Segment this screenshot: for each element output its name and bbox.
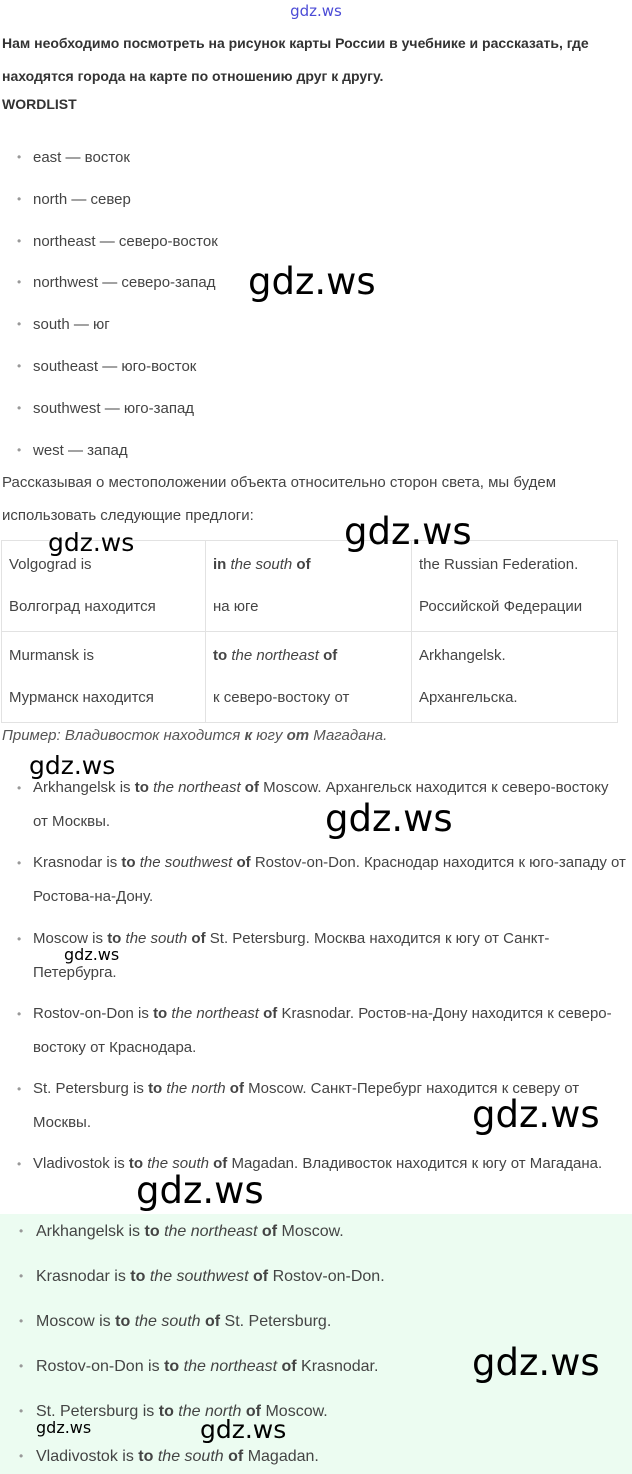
answer-subject: Rostov-on-Don is — [36, 1358, 160, 1375]
sentence-subject: St. Petersburg is — [33, 1080, 144, 1098]
answer-direction: the north — [178, 1403, 242, 1420]
example-middle: югу — [256, 727, 283, 744]
answer-direction: the south — [157, 1448, 224, 1465]
sentence-rest: Magadan. Владивосток находится к югу от Магадана. — [231, 1155, 603, 1173]
sentence-to: to — [134, 779, 149, 796]
watermark: gdz.ws — [248, 260, 376, 303]
object-en: Arkhangelsk. — [419, 647, 506, 664]
answer-rest: Krasnodar. — [301, 1358, 379, 1375]
preposition-of: of — [323, 647, 338, 664]
list-item — [0, 1434, 632, 1474]
example-bold-word: к — [244, 727, 253, 744]
list-item — [0, 179, 620, 221]
sentence-of: of — [213, 1155, 228, 1173]
bullet-icon: • — [19, 1359, 24, 1373]
subject-ru: Волгоград находится — [9, 598, 156, 615]
watermark: gdz.ws — [48, 528, 135, 557]
answer-of: of — [228, 1448, 244, 1465]
object-en: the Russian Federation. — [419, 556, 579, 573]
list-item — [0, 388, 620, 430]
answer-rest: Moscow. — [281, 1223, 344, 1240]
answer-to: to — [130, 1268, 146, 1285]
sentence-rest: St. Petersburg. Москва находится к югу от Санкт-Петербурга. — [33, 929, 550, 981]
preposition-of: of — [296, 556, 311, 573]
answer-to: to — [115, 1313, 131, 1330]
bullet-icon: • — [17, 856, 22, 871]
sentence-of: of — [191, 929, 206, 947]
watermark: gdz.ws — [325, 797, 453, 840]
example-sentence — [2, 727, 387, 744]
site-mark-link[interactable]: gdz.ws — [290, 2, 342, 20]
prepositions-table — [1, 540, 618, 723]
sentence-to: to — [121, 854, 136, 872]
sentence-rest: Rostov-on-Don. Краснодар находится к юго-западу от Ростова-на-Дону. — [33, 854, 626, 906]
word-entry: northeast — северо-восток — [33, 232, 218, 250]
list-item — [0, 1389, 632, 1434]
sentence-direction: the north — [166, 1080, 226, 1098]
sentence-rest: Moscow. Архангельск находится к северо-востоку от Москвы. — [33, 779, 609, 830]
watermark: gdz.ws — [136, 1169, 264, 1212]
watermark: gdz.ws — [36, 1418, 92, 1437]
answer-subject: Moscow is — [36, 1313, 111, 1330]
table-cell-object — [412, 541, 618, 632]
watermark: gdz.ws — [200, 1415, 287, 1444]
sentence-subject: Arkhangelsk is — [33, 779, 131, 796]
answer-of: of — [281, 1358, 297, 1375]
bullet-icon: • — [17, 191, 22, 206]
word-list — [0, 137, 620, 471]
task-intro: Нам необходимо посмотреть на рисунок карты России в учебнике и рассказать, где находятся города на карте по отношению друг к другу. — [2, 35, 589, 84]
bullet-icon: • — [19, 1314, 24, 1328]
list-item — [0, 1209, 632, 1254]
example-prefix: Пример: Владивосток находится — [2, 727, 241, 744]
sentence-direction: the south — [125, 929, 188, 947]
answer-of: of — [245, 1403, 262, 1420]
list-item — [0, 137, 620, 179]
sentence-rest: Moscow. Санкт-Перебург находится к северу от Москвы. — [33, 1080, 580, 1132]
preposition-word: in — [213, 556, 227, 573]
bullet-icon: • — [17, 317, 22, 332]
sentence-subject: Rostov-on-Don is — [33, 1004, 149, 1022]
sentence-subject: Vladivostok is — [33, 1155, 125, 1173]
watermark: gdz.ws — [64, 945, 120, 964]
table-cell-subject — [2, 632, 206, 723]
preposition-ru: к северо-востоку от — [213, 689, 350, 706]
example-bold-word: от — [286, 727, 310, 744]
bullet-icon: • — [19, 1269, 24, 1283]
answer-rest: St. Petersburg. — [224, 1313, 332, 1330]
preposition-word: to — [213, 647, 228, 664]
bullet-icon: • — [17, 1082, 22, 1097]
word-entry: east — восток — [33, 149, 130, 166]
answer-to: to — [144, 1223, 160, 1240]
sentence-subject: Moscow is — [33, 929, 104, 947]
list-item — [0, 997, 632, 1072]
wordlist-heading: WORDLIST — [2, 96, 77, 112]
direction-phrase: the south — [230, 556, 293, 573]
sentence-to: to — [107, 929, 122, 947]
direction-phrase: the northeast — [231, 647, 319, 664]
sentence-of: of — [236, 854, 251, 872]
answer-subject: Vladivostok is — [36, 1448, 134, 1465]
word-entry: northwest — северо-запад — [33, 274, 216, 292]
sentence-rest: Krasnodar. Ростов-на-Дону находится к северо-востоку от Краснодара. — [33, 1004, 612, 1056]
subject-en: Volgograd is — [9, 556, 92, 573]
bullet-icon: • — [17, 781, 22, 795]
answer-of: of — [261, 1223, 278, 1240]
sentence-of: of — [263, 1004, 278, 1022]
bullet-icon: • — [17, 233, 22, 248]
table-cell-preposition — [206, 632, 412, 723]
sentence-subject: Krasnodar is — [33, 854, 118, 872]
subject-en: Murmansk is — [9, 647, 95, 664]
subject-ru: Мурманск находится — [9, 689, 154, 706]
watermark: gdz.ws — [472, 1093, 600, 1136]
sentence-to: to — [128, 1155, 144, 1173]
bullet-icon: • — [19, 1449, 24, 1463]
bullet-icon: • — [17, 400, 22, 415]
answer-rest: Moscow. — [265, 1403, 328, 1420]
answer-to: to — [138, 1448, 154, 1465]
sentence-direction: the northeast — [153, 779, 241, 796]
answer-direction: the southwest — [149, 1268, 249, 1285]
bullet-icon: • — [17, 1157, 22, 1172]
word-entry: north — север — [33, 190, 131, 208]
table-row — [2, 632, 618, 723]
list-item — [0, 304, 620, 346]
word-entry: southwest — юго-запад — [33, 399, 195, 417]
answer-rest: Magadan. — [247, 1448, 319, 1465]
answer-to: to — [164, 1358, 180, 1375]
answer-of: of — [253, 1268, 269, 1285]
list-item — [0, 1254, 632, 1299]
bullet-icon: • — [17, 150, 22, 164]
object-ru: Архангельска. — [419, 689, 518, 706]
watermark: gdz.ws — [29, 751, 116, 780]
sentence-direction: the northeast — [171, 1004, 259, 1022]
sentence-of: of — [229, 1080, 244, 1098]
sentence-to: to — [148, 1080, 163, 1098]
bullet-icon: • — [17, 931, 22, 946]
answer-of: of — [204, 1313, 221, 1330]
bullet-icon: • — [19, 1224, 24, 1238]
list-item — [0, 1299, 632, 1344]
preposition-en — [213, 635, 404, 677]
bullet-icon: • — [17, 275, 22, 290]
answer-direction: the south — [134, 1313, 201, 1330]
answer-to: to — [158, 1403, 174, 1420]
list-item — [0, 846, 632, 921]
list-item — [0, 346, 620, 388]
preposition-ru: на юге — [213, 598, 259, 615]
answer-subject: Arkhangelsk is — [36, 1223, 141, 1240]
watermark: gdz.ws — [472, 1341, 600, 1384]
sentence-direction: the south — [147, 1155, 209, 1173]
sentence-list — [0, 771, 632, 1223]
sentence-of: of — [244, 779, 259, 796]
example-suffix: Магадана. — [313, 727, 388, 744]
watermark: gdz.ws — [344, 510, 472, 553]
list-item — [0, 221, 620, 263]
bullet-icon: • — [17, 358, 22, 373]
table-cell-preposition — [206, 541, 412, 632]
list-item — [0, 771, 632, 846]
answer-subject: Krasnodar is — [36, 1268, 126, 1285]
prepositions-explanation: Рассказывая о местоположении объекта относительно сторон света, мы будем использовать следующие предлоги: — [2, 474, 557, 524]
bullet-icon: • — [19, 1404, 24, 1418]
sentence-direction: the southwest — [139, 854, 233, 872]
word-entry: south — юг — [33, 316, 110, 334]
table-cell-object — [412, 632, 618, 723]
sentence-to: to — [153, 1004, 168, 1022]
object-ru: Российской Федерации — [419, 598, 583, 615]
answer-rest: Rostov-on-Don. — [272, 1268, 385, 1285]
answer-direction: the northeast — [183, 1358, 278, 1375]
answer-direction: the northeast — [164, 1223, 258, 1240]
word-entry: southeast — юго-восток — [33, 357, 197, 375]
bullet-icon: • — [17, 1006, 22, 1021]
answer-subject: St. Petersburg is — [36, 1403, 155, 1420]
word-entry: west — запад — [33, 441, 128, 459]
bullet-icon: • — [17, 442, 22, 457]
